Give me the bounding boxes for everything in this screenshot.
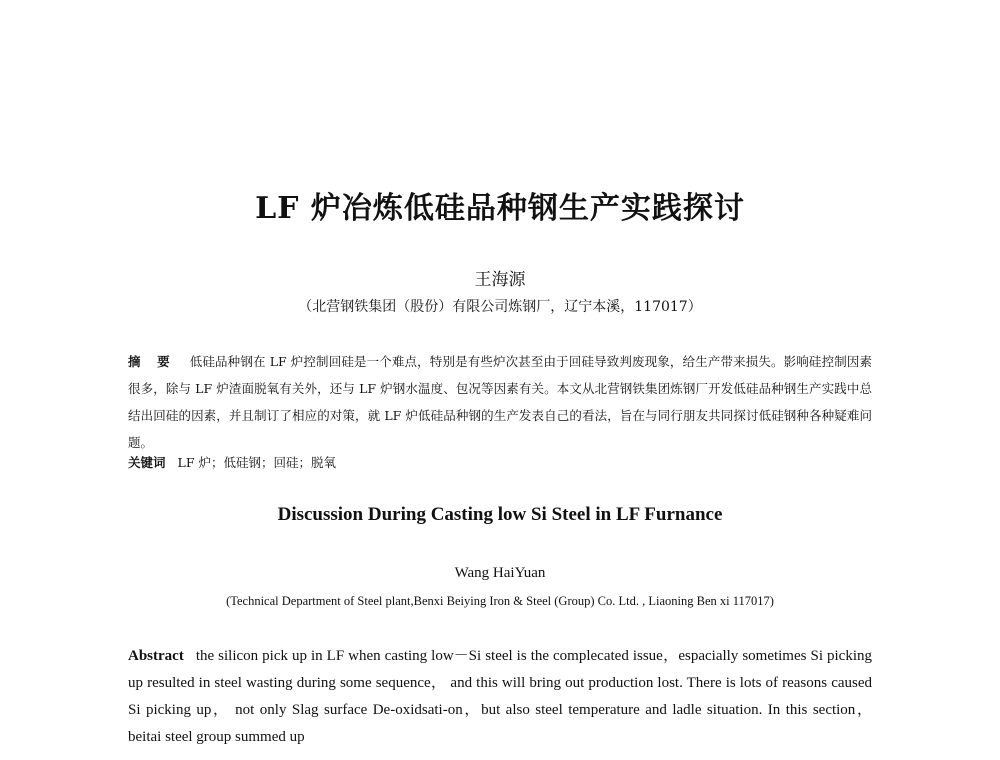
chinese-title: LF 炉冶炼低硅品种钢生产实践探讨: [255, 191, 745, 226]
chinese-abstract: [128, 348, 872, 456]
chinese-affiliation: （北营钢铁集团（股份）有限公司炼钢厂，辽宁本溪，117017）: [298, 299, 702, 315]
english-abstract: [128, 643, 872, 751]
english-affiliation: (Technical Department of Steel plant,Benxi Beiying Iron & Steel (Group) Co. Ltd. , Liaoning Ben xi 117017): [226, 594, 774, 608]
english-title: Discussion During Casting low Si Steel in LF Furnance: [277, 504, 723, 525]
english-abstract-text: the silicon pick up in LF when casting low－Si steel is the complecated issue，espacially sometimes Si picking up resulted in steel wasting during some sequence， and this will bring out production lost. There is lots of reasons caused Si picking up， not only Slag surface De-oxidsati-on，but also steel temperature and ladle situation. In this section， beitai steel group summed up: [128, 648, 872, 745]
english-abstract-label: Abstract: [128, 648, 184, 664]
chinese-abstract-label: 摘 要: [128, 354, 176, 369]
chinese-abstract-text: 低硅品种钢在 LF 炉控制回硅是一个难点，特别是有些炉次甚至由于回硅导致判废现象，给生产带来损失。影响硅控制因素很多，除与 LF 炉渣面脱氧有关外，还与 LF 炉钢水温度、包况等因素有关。本文从北营钢铁集团炼钢厂开发低硅品种钢生产实践中总结出回硅的因素，并且制订了相应的对策，就 LF 炉低硅品种钢的生产发表自己的看法，旨在与同行朋友共同探讨低硅钢种各种疑难问题。: [128, 354, 872, 450]
chinese-author: 王海源: [474, 270, 526, 290]
chinese-keywords-label: 关键词: [128, 455, 166, 470]
english-author: Wang HaiYuan: [454, 565, 546, 581]
chinese-keywords-text: LF 炉；低硅钢；回硅；脱氧: [177, 455, 336, 470]
chinese-keywords: [128, 453, 872, 471]
